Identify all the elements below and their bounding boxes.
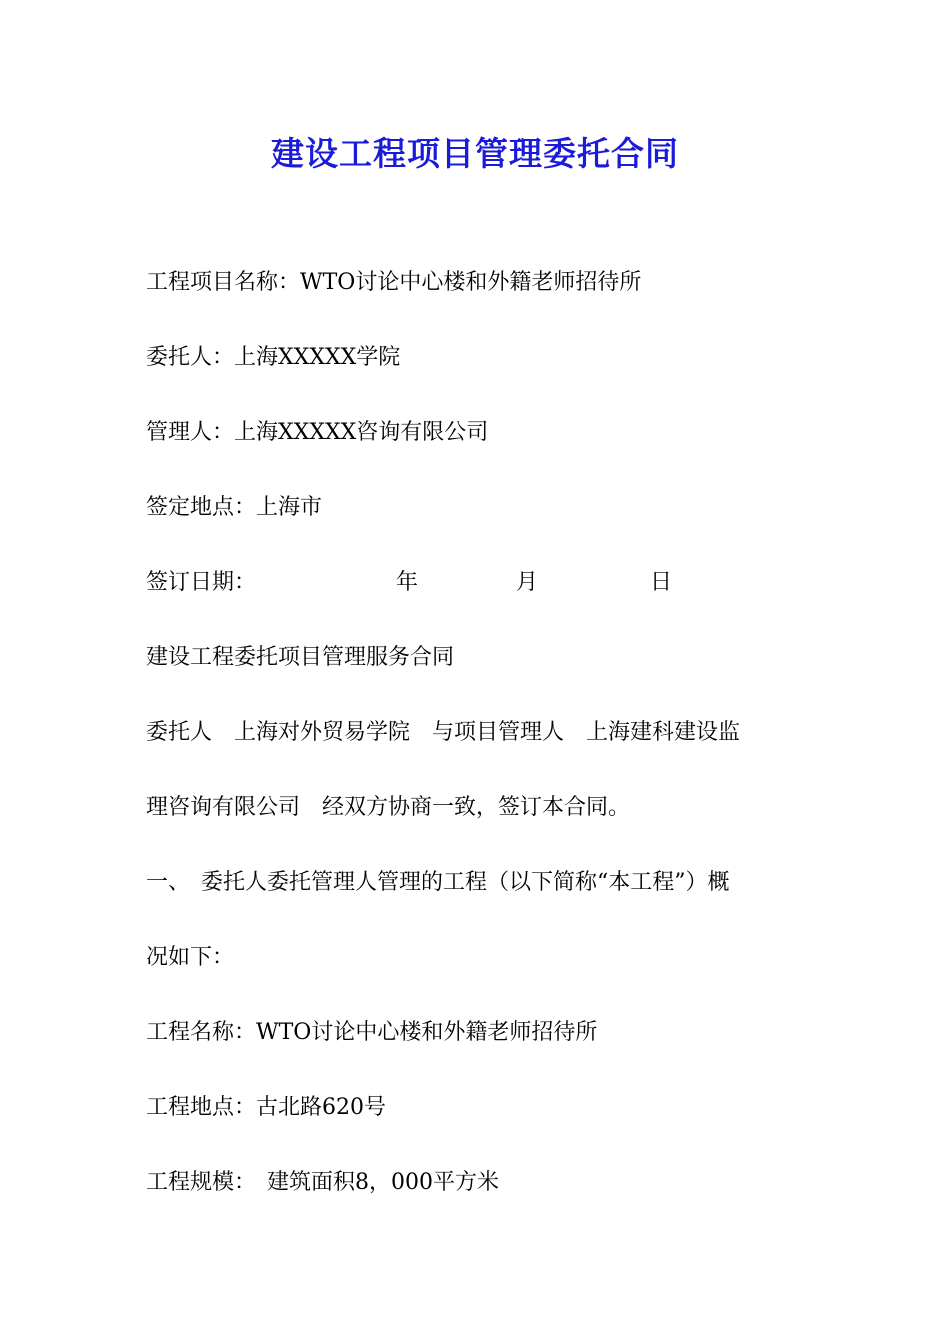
manager-line: 管理人：上海XXXXX咨询有限公司 <box>146 420 489 445</box>
engineering-scale-line: 工程规模： 建筑面积8，000平方米 <box>146 1170 499 1195</box>
document-title: 建设工程项目管理委托合同 <box>271 134 679 173</box>
engineering-location-line: 工程地点：古北路620号 <box>146 1095 386 1120</box>
section1-line-2: 况如下： <box>146 945 235 970</box>
signing-date-label: 签订日期： <box>146 570 257 595</box>
intro-line-2: 理咨询有限公司 经双方协商一致，签订本合同。 <box>146 795 631 820</box>
section1-line-1: 一、 委托人委托管理人管理的工程（以下简称“本工程”）概 <box>146 870 730 895</box>
engineering-name-line: 工程名称：WTO讨论中心楼和外籍老师招待所 <box>146 1020 598 1045</box>
contract-heading-line: 建设工程委托项目管理服务合同 <box>146 645 455 670</box>
month-label: 月 <box>516 570 539 595</box>
project-name-line: 工程项目名称：WTO讨论中心楼和外籍老师招待所 <box>146 270 642 295</box>
intro-line-1: 委托人 上海对外贸易学院 与项目管理人 上海建科建设监 <box>146 720 741 745</box>
client-line: 委托人：上海XXXXX学院 <box>146 345 401 370</box>
year-label: 年 <box>396 570 419 595</box>
signing-place-line: 签定地点：上海市 <box>146 495 323 520</box>
day-label: 日 <box>650 570 673 595</box>
